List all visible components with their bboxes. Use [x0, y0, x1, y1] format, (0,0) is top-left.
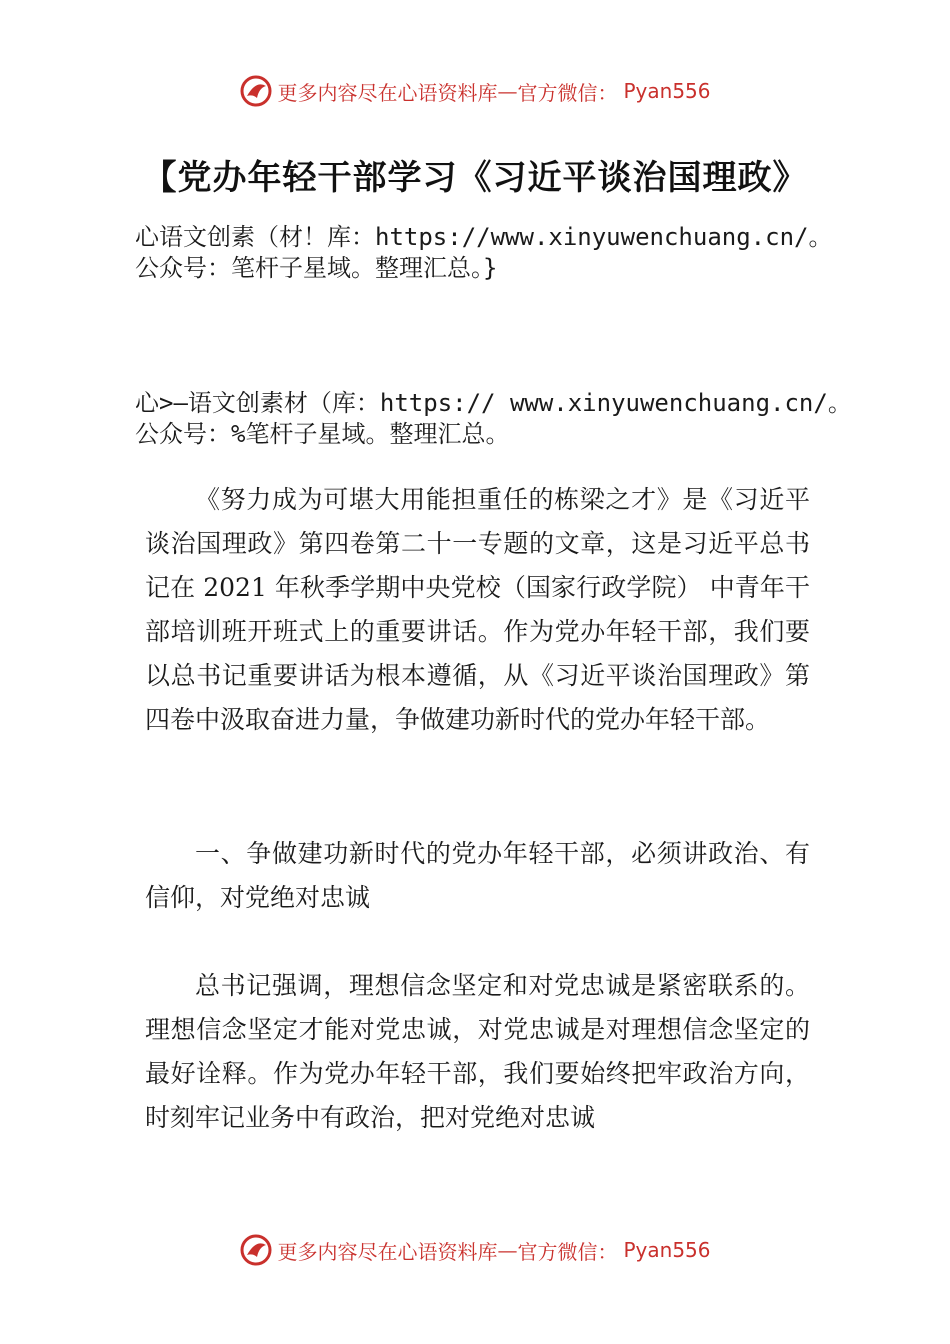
watermark-wechat-id: Pyan556: [623, 1238, 711, 1262]
watermark-wechat-label: 官方微信：: [517, 1239, 618, 1264]
watermark-separator: —: [497, 79, 518, 103]
watermark-separator: —: [497, 1238, 518, 1262]
swirl-logo-icon: [239, 74, 273, 108]
watermark-text: 更多内容尽在心语资料库: [277, 80, 498, 105]
document-title: 【党办年轻干部学习《习近平谈治国理政》: [142, 158, 808, 198]
section-heading-1: 一、争做建功新时代的党办年轻干部，必须讲政治、有信仰，对党绝对忠诚: [145, 839, 810, 912]
source-line-1: 心语文创素（材！库：https://www.xinyuwenchuang.cn/。公众号：笔杆子星域。整理汇总。}: [135, 223, 833, 282]
swirl-logo-icon: [239, 1233, 273, 1267]
source-line-2: 心>—语文创素材（库：https:// www.xinyuwenchuang.cn/。公众号：%笔杆子星域。整理汇总。: [135, 389, 852, 448]
intro-paragraph: 《努力成为可堪大用能担重任的栋梁之才》是《习近平谈治国理政》第四卷第二十一专题的文章，这是习近平总书记在 2021 年秋季学期中央党校（国家行政学院） 中青年干部培训班开班式上的重要讲话。作为党办年轻干部，我们要以总书记重要讲话为根本遵循，从《习近平谈治国理政》第四卷中汲取奋进力量，争做建功新时代的党办年轻干部。: [145, 485, 810, 734]
body-paragraph-1: 总书记强调，理想信念坚定和对党忠诚是紧密联系的。理想信念坚定才能对党忠诚，对党忠诚是对理想信念坚定的最好诠释。作为党办年轻干部，我们要始终把牢政治方向，时刻牢记业务中有政治，把对党绝对忠诚: [145, 971, 810, 1132]
watermark-wechat-id: Pyan556: [623, 79, 711, 103]
header-watermark: [0, 74, 950, 108]
watermark-text: 更多内容尽在心语资料库: [277, 1239, 498, 1264]
footer-watermark: [0, 1233, 950, 1267]
watermark-wechat-label: 官方微信：: [517, 80, 618, 105]
